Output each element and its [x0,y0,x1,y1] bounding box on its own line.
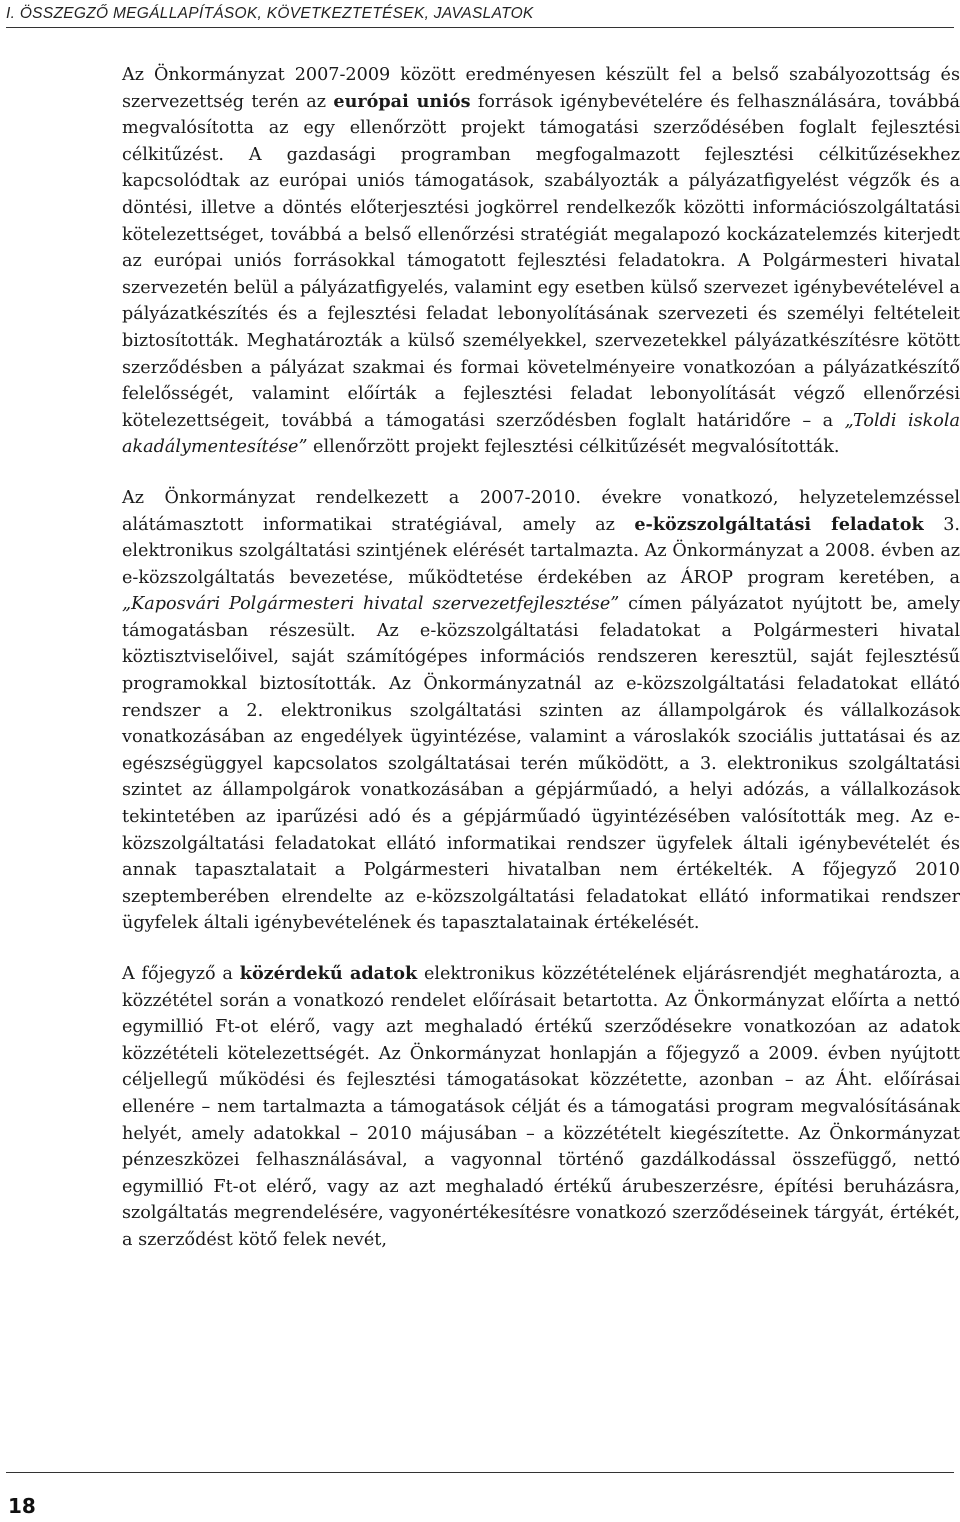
paragraph [122,62,960,461]
paragraph [122,485,960,937]
text-run: ellenőrzött projekt fejlesztési célkitűzését megvalósították. [307,437,840,458]
page-number: 18 [8,1494,36,1518]
body-text [122,62,960,1254]
text-run: 3. elektronikus szolgáltatási szintjének elérését tartalmazta. Az Önkormányzat a 2008. évben az e-közszolgáltatás bevezetése, működtetése érdekében az ÁROP program keretében, a [122,514,960,588]
text-run: Az Önkormányzat 2007-2009 között eredményesen készült fel a belső szabályozottság és szervezettség terén az [122,65,960,112]
paragraph [122,961,960,1254]
text-run: elektronikus közzétételének eljárásrendjét meghatározta, a közzététel során a vonatkozó rendelet előírásait betartotta. Az Önkormányzat előírta a nettó egymillió Ft-ot elérő, vagy azt meghaladó értékű szerződésekre vonatkozóan az adatok közzétételi kötelezettségét. Az Önkormányzat honlapján a főjegyző a 2009. évben nyújtott céljellegű működési és fejlesztési támogatásokat közzétette, azonban – az Áht. előírásai ellenére – nem tartalmazta a támogatások célját és a támogatási program megvalósításának helyét, amely adatokkal – 2010 májusában – a közzétételt kiegészítette. Az Önkormányzat pénzeszközei felhasználásával, a vagyonnal történő gazdálkodással összefüggő, nettó egymillió Ft-ot elérő, vagy az azt meghaladó értékű árubeszerzésre, építési beruházásra, szolgáltatás megrendelésére, vagyonértékesítésre vonatkozó szerződéseinek tárgyát, értékét, a szerződést kötő felek nevét, [122,964,960,1250]
footer-rule [6,1472,954,1473]
text-run: Az Önkormányzat rendelkezett a 2007-2010. évekre vonatkozó, helyzetelemzéssel alátámasztott informatikai stratégiával, amely az [122,487,960,535]
text-run: címen pályázatot nyújtott be, amely támogatásban részesült. Az e-közszolgáltatási feladatokat a Polgármesteri hivatal köztisztviselőivel, saját számítógépes információs rendszeren keresztül, saját fejlesztésű programokkal biztosították. Az Önkormányzatnál az e-közszolgáltatási feladatokat ellátó rendszer a 2. elektronikus szolgáltatási szinten az állampolgárok és vállalkozások vonatkozásában az engedélyek ügyintézése, valamint a városlakók szociális juttatásai és az egészségüggyel kapcsolatos szolgáltatásai terén működött, a 3. elektronikus szolgáltatási szintet az állampolgárok vonatkozásában a gépjárműadó, a helyi adózás, a vállalkozások tekintetében az iparűzési adó és a gépjárműadó ügyintézésében valósították meg. Az e-közszolgáltatási feladatokat ellátó informatikai rendszer ügyfelek általi igénybevételét és annak tapasztalatait a Polgármesteri hivatalban nem értékelték. A főjegyző 2010 szeptemberében elrendelte az e-közszolgáltatási feladatokat ellátó informatikai rendszer ügyfelek általi igénybevételének és tapasztalatainak értékelését. [122,594,960,934]
italic-phrase: „Toldi iskola akadálymentesítése” [122,410,960,458]
bold-phrase: európai uniós [333,90,471,112]
running-header [6,4,954,28]
text-run: A főjegyző a [122,964,240,984]
italic-phrase: „Kaposvári Polgármesteri hivatal szervezetfejlesztése” [122,594,620,615]
bold-phrase: e-közszolgáltatási feladatok [634,513,924,535]
text-run: források igénybevételére és felhasználására, továbbá megvalósította az egy ellenőrzött projekt támogatási szerződésében foglalt fejlesztési célkitűzést. A gazdasági programban megfogalmazott fejlesztési célkitűzésekhez kapcsolódtak az európai uniós támogatások, szabályozták a pályázatfigyelést végzők és a döntési, illetve a döntés előterjesztési jogkörrel rendelkezők közötti információszolgáltatási kötelezettséget, továbbá a belső ellenőrzési stratégiát megalapozó kockázatelemzés kiterjedt az európai uniós forrásokkal támogatott fejlesztési feladatokra. A Polgármesteri hivatal szervezetén belül a pályázatfigyelés, valamint egy esetben külső szervezet igénybevételével a pályázatkészítés és a fejlesztési feladat lebonyolításának szervezeti és személyi feltételeit biztosították. Meghatározták a külső személyekkel, szervezetekkel pályázatkészítésre kötött szerződésben a pályázat szakmai és formai követelményeire vonatkozóan a pályázatkészítő felelősségét, valamint előírták a fejlesztési feladat lebonyolítását végző ellenőrzési kötelezettségeit, továbbá a támogatási szerződésben foglalt határidőre – a [122,91,960,431]
bold-phrase: közérdekű adatok [239,963,418,984]
header-title: I. ÖSSZEGZŐ MEGÁLLAPÍTÁSOK, KÖVETKEZTETÉSEK, JAVASLATOK [6,5,534,22]
header-rule [6,27,954,28]
